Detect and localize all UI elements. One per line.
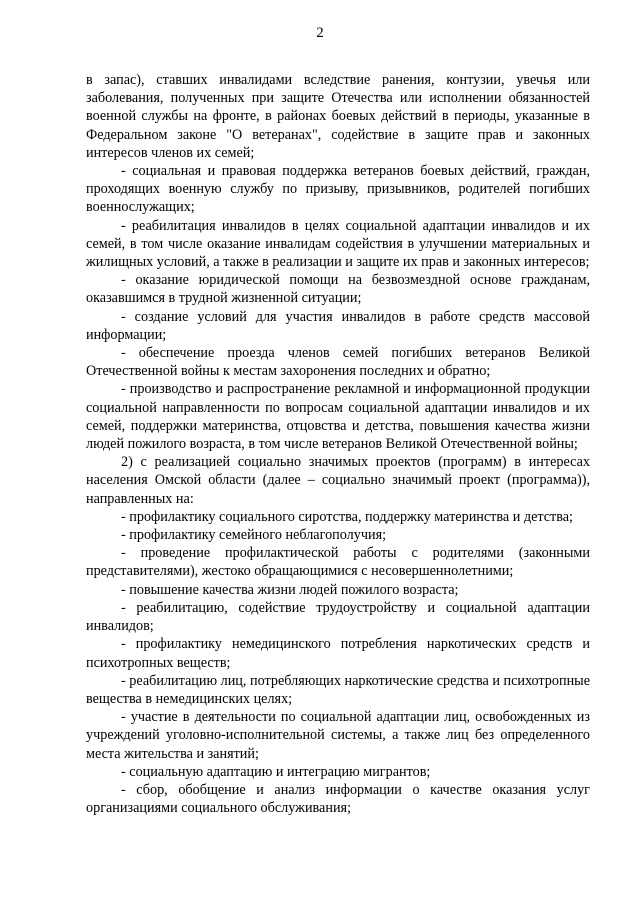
- list-item: - производство и распространение рекламной и информационной продукции социальной направленности по вопросам социальной адаптации инвалидов и их семей, поддержки материнства, отцовства и детства, повышения качества жизни людей пожилого возраста, в том числе ветеранов Великой Отечественной войны;: [86, 381, 590, 453]
- list-item: - профилактику немедицинского потребления наркотических средств и психотропных веществ;: [86, 636, 590, 671]
- list-item: - проведение профилактической работы с родителями (законными представителями), жестоко обращающимися с несовершеннолетними;: [86, 545, 590, 580]
- list-item: - обеспечение проезда членов семей погибших ветеранов Великой Отечественной войны к местам захоронения последних и обратно;: [86, 345, 590, 380]
- document-body: [86, 71, 590, 817]
- page-number: 2: [316, 25, 324, 41]
- list-item: - создание условий для участия инвалидов в работе средств массовой информации;: [86, 308, 590, 343]
- list-item: - реабилитация инвалидов в целях социальной адаптации инвалидов и их семей, в том числе оказание инвалидам содействия в улучшении материальных и жилищных условий, а также в реализации и защите их прав и законных интересов;: [86, 217, 590, 271]
- list-item: - оказание юридической помощи на безвозмездной основе гражданам, оказавшимся в трудной жизненной ситуации;: [86, 272, 590, 307]
- paragraph: 2) с реализацией социально значимых проектов (программ) в интересах населения Омской области (далее – социально значимый проект (программа)), направленных на:: [86, 454, 590, 507]
- list-item: - участие в деятельности по социальной адаптации лиц, освобожденных из учреждений уголовно-исполнительной системы, а также лиц без определенного места жительства и занятий;: [86, 709, 590, 762]
- list-item: - сбор, обобщение и анализ информации о качестве оказания услуг организациями социального обслуживания;: [86, 781, 590, 817]
- list-item: - социальная и правовая поддержка ветеранов боевых действий, граждан, проходящих военную службу по призыву, призывников, родителей погибших военнослужащих;: [86, 163, 590, 216]
- list-item: - профилактику социального сиротства, поддержку материнства и детства;: [121, 508, 574, 525]
- list-item: - профилактику семейного неблагополучия;: [121, 527, 387, 544]
- list-item: - социальную адаптацию и интеграцию мигрантов;: [121, 763, 431, 780]
- list-item: - повышение качества жизни людей пожилого возраста;: [121, 581, 459, 598]
- list-item: - реабилитацию, содействие трудоустройству и социальной адаптации инвалидов;: [86, 599, 590, 635]
- list-item: - реабилитацию лиц, потребляющих наркотические средства и психотропные вещества в немедицинских целях;: [86, 672, 590, 707]
- paragraph: в запас), ставших инвалидами вследствие ранения, контузии, увечья или заболевания, полученных при защите Отечества или исполнении обязанностей военной службы на фронте, в районах боевых действий в периоды, указанные в Федеральном законе "О ветеранах", содействие в защите прав и законных интересов членов их семей;: [86, 72, 590, 161]
